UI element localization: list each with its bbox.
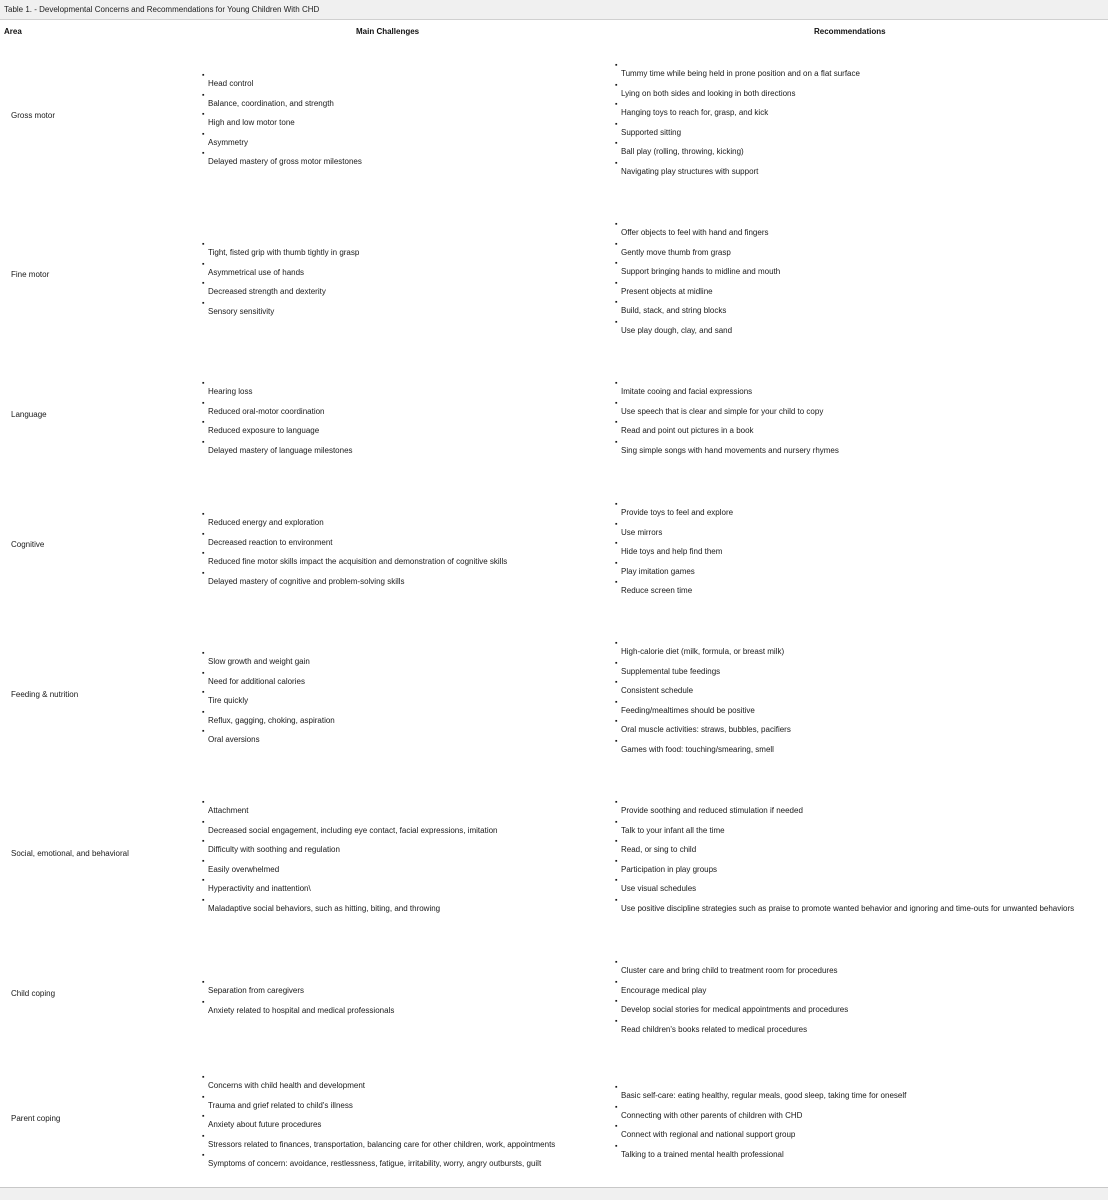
recommendation-item-text: Build, stack, and string blocks <box>621 306 727 316</box>
bullet-icon: ▪ <box>615 501 618 508</box>
bullet-icon: ▪ <box>202 1152 205 1160</box>
recommendation-item-text: Support bringing hands to midline and mouth <box>621 267 781 277</box>
bullet-icon: ▪ <box>202 241 205 248</box>
bullet-icon: ▪ <box>615 419 618 427</box>
recommendation-item-text: Connecting with other parents of children with CHD <box>621 1110 803 1120</box>
recommendation-item-text: Games with food: touching/smearing, smell <box>621 744 774 754</box>
recommendation-item-text: Present objects at midline <box>621 286 713 296</box>
recommendation-item-text: Read children's books related to medical procedures <box>621 1024 808 1034</box>
header-main-challenges: Main Challenges <box>356 27 420 36</box>
bullet-icon: ▪ <box>202 1132 205 1140</box>
bullet-icon: ▪ <box>202 669 205 677</box>
bullet-icon: ▪ <box>615 1084 618 1091</box>
area-cell: Fine motor <box>11 270 50 279</box>
bullet-icon: ▪ <box>615 299 618 307</box>
bullet-icon: ▪ <box>615 159 618 167</box>
bullet-icon: ▪ <box>615 959 618 966</box>
bullet-icon: ▪ <box>615 679 618 687</box>
recommendation-item-text: Gently move thumb from grasp <box>621 247 731 257</box>
challenge-item-text: Reduced energy and exploration <box>208 518 324 527</box>
challenge-item-text: Difficulty with soothing and regulation <box>208 845 340 855</box>
footer-bar <box>0 1187 1108 1200</box>
recommendation-item-text: Use mirrors <box>621 527 663 537</box>
bullet-icon: ▪ <box>202 799 205 806</box>
challenge-item-text: Anxiety related to hospital and medical professionals <box>208 1005 395 1015</box>
recommendation-item-text: Basic self-care: eating healthy, regular meals, good sleep, taking time for oneself <box>621 1091 907 1100</box>
bullet-icon: ▪ <box>615 896 618 904</box>
bullet-icon: ▪ <box>202 91 205 99</box>
challenge-item-text: Concerns with child health and development <box>208 1081 365 1090</box>
area-cell: Social, emotional, and behavioral <box>11 849 129 858</box>
bullet-icon: ▪ <box>615 1103 618 1111</box>
bullet-icon: ▪ <box>615 101 618 109</box>
bullet-icon: ▪ <box>202 857 205 865</box>
recommendation-item-text: Connect with regional and national support group <box>621 1130 796 1140</box>
bullet-icon: ▪ <box>615 718 618 726</box>
bullet-icon: ▪ <box>615 737 618 745</box>
challenge-item-text: Maladaptive social behaviors, such as hitting, biting, and throwing <box>208 903 441 913</box>
bullet-icon: ▪ <box>615 81 618 89</box>
bullet-icon: ▪ <box>615 698 618 706</box>
recommendation-item-text: Cluster care and bring child to treatment room for procedures <box>621 966 838 975</box>
challenge-item-text: Decreased strength and dexterity <box>208 287 326 297</box>
challenge-item-text: Symptoms of concern: avoidance, restlessness, fatigue, irritability, worry, angry outbursts, guilt <box>208 1159 542 1169</box>
bullet-icon: ▪ <box>615 998 618 1006</box>
area-cell: Parent coping <box>11 1114 61 1123</box>
area-cell: Gross motor <box>11 111 56 120</box>
bullet-icon: ▪ <box>202 979 205 986</box>
bullet-icon: ▪ <box>202 380 205 387</box>
bullet-icon: ▪ <box>202 650 205 657</box>
recommendation-item-text: High-calorie diet (milk, formula, or breast milk) <box>621 647 785 656</box>
bullet-icon: ▪ <box>202 550 205 558</box>
bullet-icon: ▪ <box>615 399 618 407</box>
area-cell: Child coping <box>11 989 56 998</box>
recommendation-item-text: Feeding/mealtimes should be positive <box>621 705 755 715</box>
challenge-item-text: Tire quickly <box>208 696 249 706</box>
recommendation-item-text: Play imitation games <box>621 566 695 576</box>
bullet-icon: ▪ <box>615 140 618 148</box>
challenge-item-text: Delayed mastery of gross motor milestones <box>208 157 362 167</box>
recommendation-item-text: Provide toys to feel and explore <box>621 508 734 517</box>
recommendation-item-text: Read, or sing to child <box>621 845 697 855</box>
bullet-icon: ▪ <box>615 877 618 885</box>
bullet-icon: ▪ <box>202 728 205 736</box>
challenge-item-text: Oral aversions <box>208 735 260 745</box>
recommendation-item-text: Talk to your infant all the time <box>621 825 725 835</box>
recommendation-item-text: Consistent schedule <box>621 686 694 696</box>
area-cell: Feeding & nutrition <box>11 690 79 699</box>
bullet-icon: ▪ <box>202 72 205 79</box>
recommendation-item-text: Supported sitting <box>621 127 682 137</box>
header-recommendations: Recommendations <box>814 27 886 36</box>
bullet-icon: ▪ <box>615 62 618 69</box>
bullet-icon: ▪ <box>202 111 205 119</box>
bullet-icon: ▪ <box>202 708 205 716</box>
bullet-icon: ▪ <box>615 1017 618 1025</box>
challenge-item-text: Reduced oral-motor coordination <box>208 406 325 416</box>
bullet-icon: ▪ <box>615 279 618 287</box>
bullet-icon: ▪ <box>615 221 618 228</box>
challenge-item-text: Slow growth and weight gain <box>208 657 310 666</box>
recommendation-item-text: Use speech that is clear and simple for your child to copy <box>621 406 824 416</box>
bullet-icon: ▪ <box>615 799 618 806</box>
bullet-icon: ▪ <box>202 1074 205 1081</box>
challenge-item-text: High and low motor tone <box>208 118 295 128</box>
challenge-item-text: Need for additional calories <box>208 676 305 686</box>
challenge-item-text: Delayed mastery of language milestones <box>208 445 353 455</box>
challenge-item-text: Easily overwhelmed <box>208 864 280 874</box>
recommendation-item-text: Use visual schedules <box>621 884 697 894</box>
challenge-item-text: Asymmetry <box>208 137 248 147</box>
challenge-item-text: Reflux, gagging, choking, aspiration <box>208 715 335 725</box>
bullet-icon: ▪ <box>202 511 205 518</box>
bullet-icon: ▪ <box>615 818 618 826</box>
area-cell: Cognitive <box>11 540 45 549</box>
bullet-icon: ▪ <box>202 150 205 158</box>
challenge-item-text: Hearing loss <box>208 387 253 396</box>
bullet-icon: ▪ <box>615 579 618 587</box>
challenge-item-text: Anxiety about future procedures <box>208 1120 322 1130</box>
challenge-item-text: Balance, coordination, and strength <box>208 98 334 108</box>
bullet-icon: ▪ <box>202 260 205 268</box>
bullet-icon: ▪ <box>615 1123 618 1131</box>
recommendation-item-text: Sing simple songs with hand movements and nursery rhymes <box>621 445 839 455</box>
bullet-icon: ▪ <box>202 1093 205 1101</box>
bullet-icon: ▪ <box>202 838 205 846</box>
bullet-icon: ▪ <box>615 260 618 268</box>
bullet-icon: ▪ <box>202 280 205 288</box>
recommendation-item-text: Talking to a trained mental health professional <box>621 1149 784 1159</box>
recommendation-item-text: Hanging toys to reach for, grasp, and kick <box>621 108 769 118</box>
bullet-icon: ▪ <box>615 857 618 865</box>
challenge-item-text: Stressors related to finances, transportation, balancing care for other children, work, appointments <box>208 1139 556 1149</box>
bullet-icon: ▪ <box>202 438 205 446</box>
bullet-icon: ▪ <box>615 438 618 446</box>
bullet-icon: ▪ <box>615 978 618 986</box>
bullet-icon: ▪ <box>615 318 618 326</box>
recommendation-item-text: Participation in play groups <box>621 864 718 874</box>
challenge-item-text: Asymmetrical use of hands <box>208 267 305 277</box>
challenge-item-text: Sensory sensitivity <box>208 306 275 316</box>
recommendation-item-text: Imitate cooing and facial expressions <box>621 387 753 396</box>
recommendation-item-text: Develop social stories for medical appointments and procedures <box>621 1005 849 1015</box>
challenge-item-text: Separation from caregivers <box>208 986 305 995</box>
challenge-item-text: Reduced exposure to language <box>208 426 320 436</box>
table-caption: Table 1. - Developmental Concerns and Recommendations for Young Children With CHD <box>0 0 1108 20</box>
bullet-icon: ▪ <box>202 998 205 1006</box>
bullet-icon: ▪ <box>202 569 205 577</box>
recommendation-item-text: Ball play (rolling, throwing, kicking) <box>621 147 744 157</box>
bullet-icon: ▪ <box>615 559 618 567</box>
bullet-icon: ▪ <box>615 120 618 128</box>
bullet-icon: ▪ <box>615 838 618 846</box>
recommendation-item-text: Tummy time while being held in prone position and on a flat surface <box>621 69 860 78</box>
bullet-icon: ▪ <box>202 299 205 307</box>
recommendation-item-text: Navigating play structures with support <box>621 166 759 176</box>
challenge-item-text: Delayed mastery of cognitive and problem-solving skills <box>208 576 405 586</box>
area-cell: Language <box>11 410 47 419</box>
challenge-item-text: Head control <box>208 79 254 88</box>
bullet-icon: ▪ <box>202 399 205 407</box>
bullet-icon: ▪ <box>615 540 618 548</box>
bullet-icon: ▪ <box>615 240 618 248</box>
recommendation-item-text: Use positive discipline strategies such as praise to promote wanted behavior and ignoring and time-outs for unwanted behaviors <box>621 903 1075 913</box>
recommendation-item-text: Reduce screen time <box>621 586 693 596</box>
challenge-item-text: Tight, fisted grip with thumb tightly in grasp <box>208 248 360 257</box>
header-area: Area <box>4 27 22 36</box>
bullet-icon: ▪ <box>202 877 205 885</box>
challenge-item-text: Attachment <box>208 806 249 815</box>
recommendation-item-text: Offer objects to feel with hand and fingers <box>621 228 769 237</box>
challenge-item-text: Hyperactivity and inattention\ <box>208 884 311 894</box>
bullet-icon: ▪ <box>202 818 205 826</box>
bullet-icon: ▪ <box>202 1113 205 1121</box>
challenge-item-text: Trauma and grief related to child's illness <box>208 1100 353 1110</box>
challenge-item-text: Reduced fine motor skills impact the acquisition and demonstration of cognitive skills <box>208 557 508 567</box>
bullet-icon: ▪ <box>202 530 205 538</box>
recommendation-item-text: Read and point out pictures in a book <box>621 426 754 436</box>
bullet-icon: ▪ <box>615 380 618 387</box>
challenge-item-text: Decreased social engagement, including eye contact, facial expressions, imitation <box>208 825 498 835</box>
recommendation-item-text: Use play dough, clay, and sand <box>621 325 733 335</box>
bullet-icon: ▪ <box>202 689 205 697</box>
recommendation-item-text: Lying on both sides and looking in both directions <box>621 88 796 98</box>
bullet-icon: ▪ <box>615 640 618 647</box>
bullet-icon: ▪ <box>202 130 205 138</box>
bullet-icon: ▪ <box>202 896 205 904</box>
recommendation-item-text: Encourage medical play <box>621 985 707 995</box>
bullet-icon: ▪ <box>202 419 205 427</box>
recommendation-item-text: Oral muscle activities: straws, bubbles, pacifiers <box>621 725 791 735</box>
bullet-icon: ▪ <box>615 520 618 528</box>
bullet-icon: ▪ <box>615 659 618 667</box>
recommendation-item-text: Hide toys and help find them <box>621 547 723 557</box>
bullet-icon: ▪ <box>615 1142 618 1150</box>
recommendation-item-text: Supplemental tube feedings <box>621 666 721 676</box>
recommendation-item-text: Provide soothing and reduced stimulation if needed <box>621 806 803 815</box>
challenge-item-text: Decreased reaction to environment <box>208 537 333 547</box>
